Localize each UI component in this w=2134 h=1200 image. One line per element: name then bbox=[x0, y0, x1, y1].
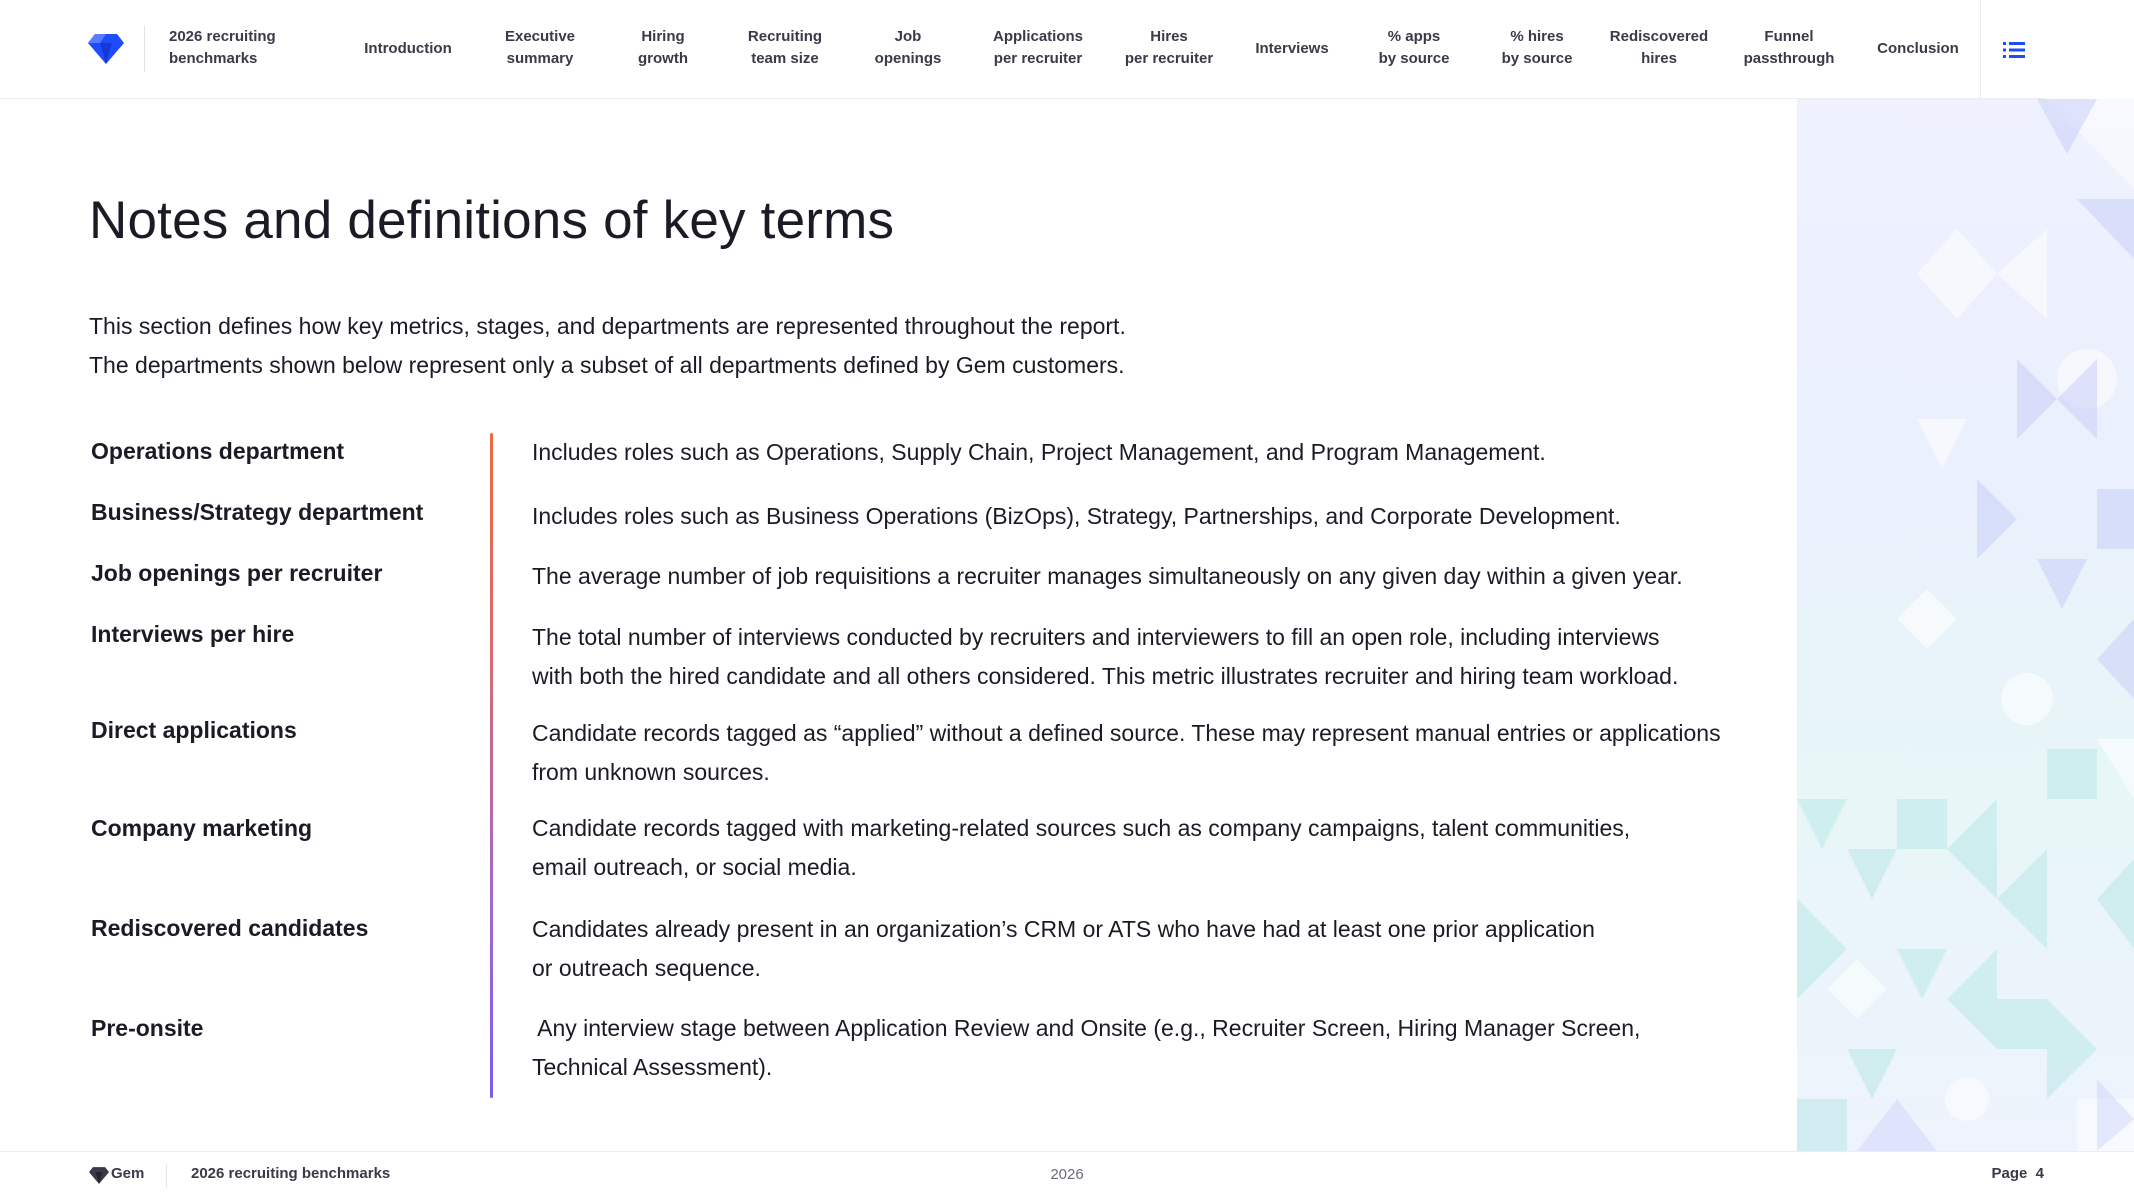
definition-line: Candidate records tagged as “applied” without a defined source. These may represent manual entries or applications bbox=[532, 720, 1721, 746]
footer-page-number: Page 4 bbox=[1991, 1165, 2044, 1182]
footer-brand: Gem bbox=[111, 1165, 145, 1182]
nav-item-conclusion[interactable]: Conclusion bbox=[1877, 40, 1959, 57]
nav-item-rediscovered-hires[interactable]: Rediscovered hires bbox=[1609, 28, 1709, 67]
page-title: Notes and definitions of key terms bbox=[89, 191, 895, 250]
definition-line: email outreach, or social media. bbox=[532, 854, 857, 880]
nav-item-hires-by-source[interactable]: % hires by source bbox=[1501, 28, 1573, 67]
nav-item-recruiting-team-size[interactable]: Recruiting team size bbox=[747, 28, 823, 67]
definition-line: The average number of job requisitions a recruiter manages simultaneously on any given day within a given year. bbox=[532, 563, 1683, 589]
top-navigation bbox=[0, 0, 2046, 99]
nav-item-introduction[interactable]: Introduction bbox=[364, 40, 452, 57]
footer-year: 2026 bbox=[1050, 1166, 1084, 1183]
definition-line: Any interview stage between Application Review and Onsite (e.g., Recruiter Screen, Hiring Manager Screen, bbox=[532, 1015, 1641, 1041]
nav-item-funnel-passthrough[interactable]: Funnel passthrough bbox=[1743, 28, 1835, 67]
term-rediscovered-candidates: Rediscovered candidates bbox=[91, 915, 369, 941]
term-company-marketing: Company marketing bbox=[91, 815, 313, 841]
nav-item-executive-summary[interactable]: Executive summary bbox=[504, 28, 576, 67]
definition-interviews-per-hire bbox=[532, 618, 1678, 696]
term-job-openings-per-recruiter: Job openings per recruiter bbox=[91, 560, 383, 586]
definition-line: Includes roles such as Operations, Supply Chain, Project Management, and Program Management. bbox=[532, 439, 1546, 465]
definition-pre-onsite bbox=[532, 1009, 1640, 1087]
nav-item-applications-per-recruiter[interactable]: Applications per recruiter bbox=[992, 28, 1084, 67]
page-footer bbox=[0, 1151, 2134, 1200]
geometric-pattern-icon bbox=[1797, 99, 2134, 1151]
definition-line: Includes roles such as Business Operations (BizOps), Strategy, Partnerships, and Corporate Development. bbox=[532, 503, 1621, 529]
nav-item-interviews[interactable]: Interviews bbox=[1255, 40, 1329, 57]
footer-divider bbox=[166, 1164, 167, 1188]
term-interviews-per-hire: Interviews per hire bbox=[91, 621, 295, 647]
footer-report-title: 2026 recruiting benchmarks bbox=[191, 1165, 391, 1182]
table-of-contents-button[interactable] bbox=[1980, 0, 2046, 99]
nav-brand-title[interactable]: 2026 recruiting benchmarks bbox=[169, 28, 276, 67]
nav-item-hiring-growth[interactable]: Hiring growth bbox=[638, 28, 688, 67]
term-business-strategy-department: Business/Strategy department bbox=[91, 499, 424, 525]
intro-text-line-1: This section defines how key metrics, stages, and departments are represented throughout the report. bbox=[89, 313, 1126, 339]
definition-line: The total number of interviews conducted by recruiters and interviewers to fill an open role, including interviews bbox=[532, 624, 1660, 650]
gem-logo-icon bbox=[89, 1167, 109, 1184]
definition-business-strategy-department bbox=[532, 497, 1621, 536]
nav-divider bbox=[144, 26, 145, 72]
decorative-pattern-panel bbox=[1797, 99, 2134, 1151]
gradient-divider-line bbox=[490, 433, 493, 1098]
definition-rediscovered-candidates bbox=[532, 910, 1595, 988]
definition-line: from unknown sources. bbox=[532, 759, 770, 785]
definition-job-openings-per-recruiter bbox=[532, 557, 1683, 596]
definition-line: or outreach sequence. bbox=[532, 955, 761, 981]
term-direct-applications: Direct applications bbox=[91, 717, 297, 743]
gem-logo-icon[interactable] bbox=[88, 34, 124, 64]
definition-operations-department bbox=[532, 433, 1546, 472]
definition-line: Candidates already present in an organization’s CRM or ATS who have had at least one prior application bbox=[532, 916, 1595, 942]
intro-text-line-2: The departments shown below represent only a subset of all departments defined by Gem customers. bbox=[89, 352, 1125, 378]
nav-item-hires-per-recruiter[interactable]: Hires per recruiter bbox=[1124, 28, 1214, 67]
definition-line: Candidate records tagged with marketing-related sources such as company campaigns, talent communities, bbox=[532, 815, 1631, 841]
definition-line: with both the hired candidate and all others considered. This metric illustrates recruiter and hiring team workload. bbox=[532, 663, 1679, 689]
list-icon bbox=[2003, 41, 2025, 59]
definition-direct-applications bbox=[532, 714, 1721, 792]
term-operations-department: Operations department bbox=[91, 438, 345, 464]
nav-item-apps-by-source[interactable]: % apps by source bbox=[1378, 28, 1450, 67]
nav-item-job-openings[interactable]: Job openings bbox=[874, 28, 942, 67]
definition-line: Technical Assessment). bbox=[532, 1054, 773, 1080]
term-pre-onsite: Pre-onsite bbox=[91, 1015, 204, 1041]
definition-company-marketing bbox=[532, 809, 1630, 887]
